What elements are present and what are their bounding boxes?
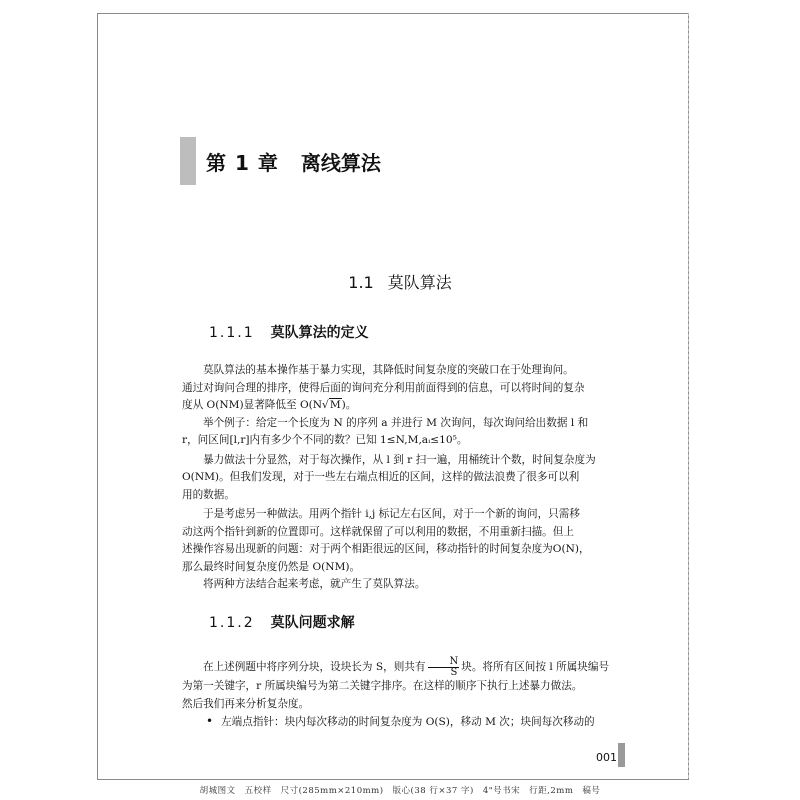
text-line: 用的数据。	[182, 488, 235, 501]
text-line: 将两种方法结合起来考虑，就产生了莫队算法。	[203, 578, 426, 590]
trim-line	[688, 13, 689, 778]
text-span: )。	[341, 399, 357, 411]
page-number-bar	[618, 743, 625, 767]
text-line: 那么最终时间复杂度仍然是 O(NM)。	[182, 560, 361, 573]
text-line: 莫队算法的基本操作基于暴力实现，其降低时间复杂度的突破口在于处理询问。	[203, 364, 574, 376]
subsection-title: 莫队问题求解	[270, 615, 355, 631]
fraction-numerator: N	[428, 657, 460, 668]
text-line: 暴力做法十分显然，对于每次操作，从 l 到 r 扫一遍，用桶统计个数，时间复杂度为	[203, 453, 596, 466]
bullet-text: 左端点指针：块内每次移动的时间复杂度为 O(S)，移动 M 次；块间每次移动的	[221, 716, 595, 728]
chapter-number: 第 1 章	[206, 150, 279, 175]
text-line: 动这两个指针到新的位置即可。这样就保留了可以利用的数据，不用重新扫描。但上	[182, 525, 574, 538]
text-line	[182, 656, 617, 678]
chapter-heading	[180, 137, 381, 185]
chapter-marker-bar	[180, 137, 196, 185]
text-line: 举个例子：给定一个长度为 N 的序列 a 并进行 M 次询问，每次询问给出数据 l 和	[203, 416, 589, 429]
body-text-block-1	[182, 362, 617, 594]
section-number: 1.1	[348, 273, 374, 292]
fraction	[428, 657, 460, 678]
body-text-block-2	[182, 656, 617, 732]
text-span: 在上述例题中将序列分块，设块长为 S，则共有	[203, 661, 426, 673]
fraction-denominator: S	[450, 666, 458, 678]
text-span: 度从 O(NM)显著降低至 O(N	[182, 399, 323, 411]
text-span: 块。将所有区间按 l 所属块编号	[461, 661, 610, 673]
section-title: 莫队算法	[387, 273, 452, 292]
bullet-item	[182, 713, 617, 732]
page-number: 001	[596, 751, 617, 764]
subsection-heading-2	[209, 612, 355, 632]
text-line: r，问区间[l,r]内有多少个不同的数？已知 1≤N,M,aᵢ≤10⁵。	[182, 434, 468, 446]
chapter-title: 离线算法	[300, 150, 381, 175]
sqrt-radicand: M	[329, 399, 341, 411]
section-heading	[0, 270, 800, 293]
bullet-icon: •	[206, 714, 214, 728]
text-line: O(NM)。但我们发现，对于一些左右端点相近的区间，这样的做法浪费了很多可以利	[182, 471, 580, 483]
text-line: 然后我们再来分析复杂度。	[182, 697, 310, 710]
text-line: 通过对询问合理的排序，使得后面的询问充分利用前面得到的信息，可以将时间的复杂	[182, 381, 585, 394]
subsection-title: 莫队算法的定义	[270, 325, 369, 341]
text-line: 于是考虑另一种做法。用两个指针 i,j 标记左右区间，对于一个新的询问，只需移	[203, 508, 580, 520]
text-line: 度从 O(NM)显著降低至 O(N√M)。	[182, 399, 357, 411]
text-line: 为第一关键字，r 所属块编号为第二关键字排序。在这样的顺序下执行上述暴力做法。	[182, 680, 583, 692]
print-slug-footer: 胡城图文 五校样 尺寸(285mm×210mm) 版心(38 行×37 字) 4"号书宋 行距,2mm 稿号	[199, 786, 601, 796]
subsection-heading-1	[209, 322, 369, 342]
subsection-number: 1.1.1	[209, 325, 255, 341]
subsection-number: 1.1.2	[209, 615, 255, 631]
text-line: 述操作容易出现新的问题：对于两个相距很远的区间，移动指针的时间复杂度为O(N)，	[182, 543, 590, 555]
